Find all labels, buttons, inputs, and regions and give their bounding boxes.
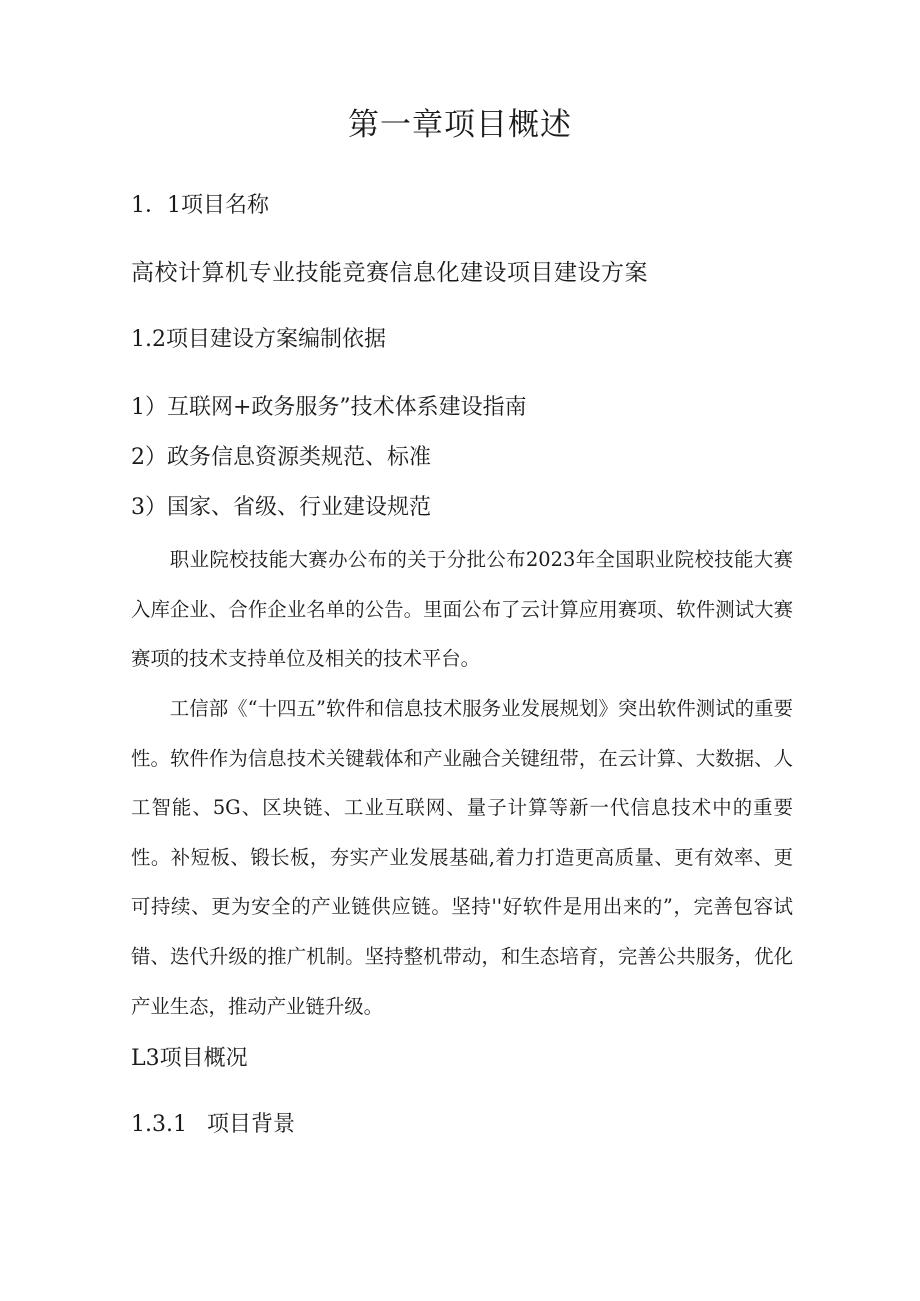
section-1-3-heading: L3项目概况 [131,1046,248,1071]
section-1-2-heading: 1.2项目建设方案编制依据 [131,327,386,352]
basis-item-1: 1）互联网+政务服务”技术体系建设指南 [131,395,527,420]
subsection-number: 1.3.1 [131,1112,187,1137]
section-1-3-1-heading [131,1107,295,1143]
basis-item-2: 2）政务信息资源类规范、标准 [131,445,431,470]
chapter-title: 第一章项目概述 [348,107,572,143]
paragraph-competition-notice: 职业院校技能大赛办公布的关于分批公布2023年全国职业院校技能大赛入库企业、合作企业名单的公告。里面公布了云计算应用赛项、软件测试大赛赛项的技术支持单位及相关的技术平台。 [131,548,793,671]
basis-item-3: 3）国家、省级、行业建设规范 [131,495,431,520]
project-name: 高校计算机专业技能竞赛信息化建设项目建设方案 [131,260,648,286]
subsection-title: 项目背景 [207,1112,296,1137]
paragraph-miit-plan: 工信部《“十四五”软件和信息技术服务业发展规划》突出软件测试的重要性。软件作为信息技术关键载体和产业融合关键纽带，在云计算、大数据、人工智能、5G、区块链、工业互联网、量子计算等新一代信息技术中的重要性。补短板、锻长板，夯实产业发展基础,着力打造更高质量、更有效率、更可持续、更为安全的产业链供应链。坚持''好软件是用出来的”，完善包容试错、迭代升级的推广机制。坚持整机带动，和生态培育，完善公共服务，优化产业生态，推动产业链升级。 [131,697,793,1018]
section-1-1-heading: 1．1项目名称 [131,193,269,218]
